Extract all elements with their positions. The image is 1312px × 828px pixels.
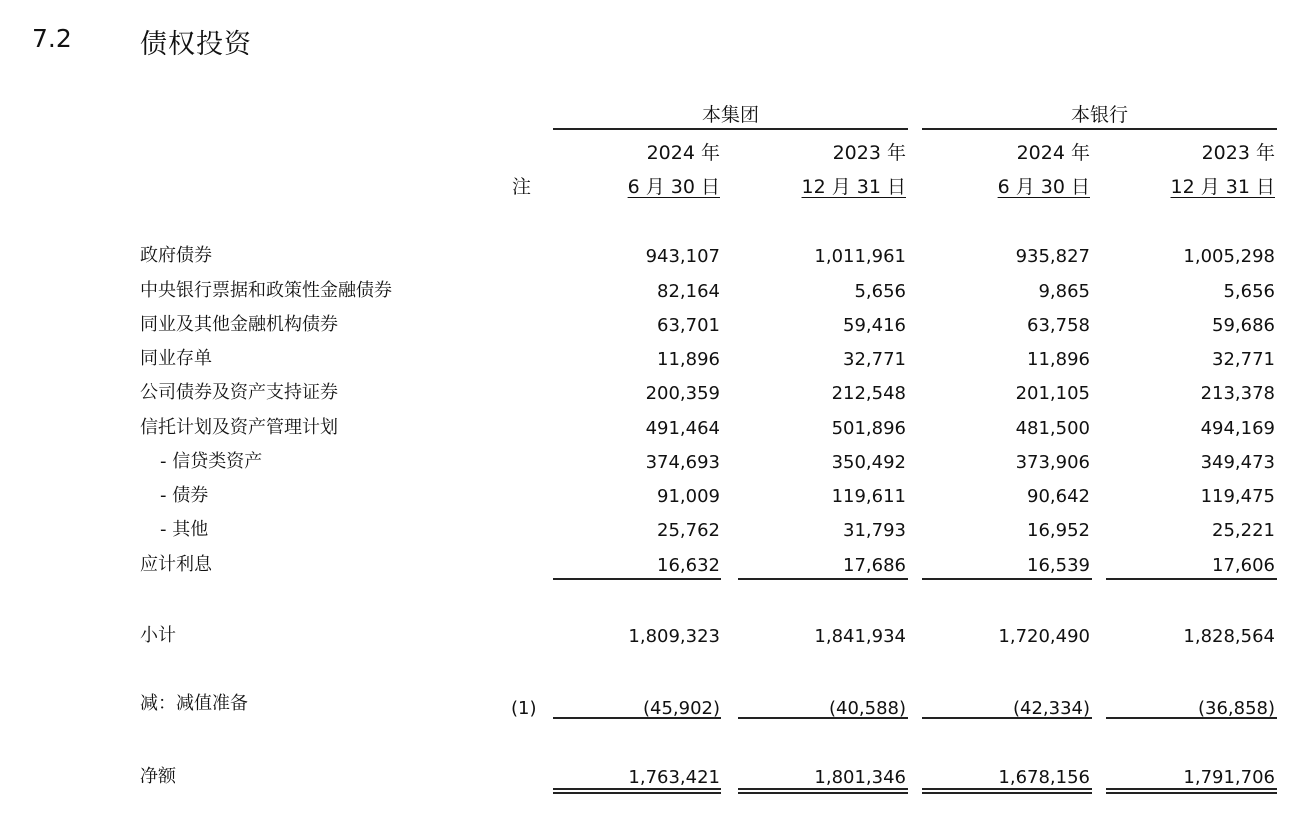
subtotal-label: 小计 (140, 625, 176, 646)
cell-value: 5,656 (1223, 281, 1275, 302)
allowance-note: (1) (511, 698, 537, 719)
year-header: 2024 年 (1016, 142, 1090, 164)
cell-value: 90,642 (1027, 486, 1090, 507)
note-column-header: 注 (512, 176, 532, 198)
cell-value: 481,500 (1015, 418, 1090, 439)
net-value: 1,801,346 (814, 767, 906, 788)
cell-value: 1,011,961 (814, 246, 906, 267)
section-number: 7.2 (32, 24, 72, 53)
cell-value: 349,473 (1200, 452, 1275, 473)
cell-value: 32,771 (843, 349, 906, 370)
allowance-rule (738, 717, 908, 719)
subtotal-value: 1,828,564 (1183, 626, 1275, 647)
cell-value: 200,359 (645, 383, 720, 404)
cell-value: 1,005,298 (1183, 246, 1275, 267)
cell-value: 63,701 (657, 315, 720, 336)
date-header: 12 月 31 日 (1170, 176, 1275, 198)
row-label: 应计利息 (140, 554, 212, 575)
total-rule (1106, 578, 1277, 580)
cell-value: 9,865 (1038, 281, 1090, 302)
cell-value: 16,539 (1027, 555, 1090, 576)
year-header: 2023 年 (1201, 142, 1275, 164)
net-double-rule (1106, 788, 1277, 790)
row-label: - 其他 (160, 519, 209, 540)
net-value: 1,791,706 (1183, 767, 1275, 788)
cell-value: 201,105 (1015, 383, 1090, 404)
cell-value: 25,762 (657, 520, 720, 541)
net-double-rule (553, 788, 721, 790)
cell-value: 119,611 (831, 486, 906, 507)
cell-value: 119,475 (1200, 486, 1275, 507)
subtotal-value: 1,720,490 (998, 626, 1090, 647)
date-header: 12 月 31 日 (801, 176, 906, 198)
cell-value: 82,164 (657, 281, 720, 302)
allowance-rule (553, 717, 721, 719)
net-value: 1,763,421 (628, 767, 720, 788)
cell-value: 25,221 (1212, 520, 1275, 541)
allowance-rule (922, 717, 1092, 719)
cell-value: 16,952 (1027, 520, 1090, 541)
section-title: 债权投资 (140, 29, 252, 60)
cell-value: 59,416 (843, 315, 906, 336)
cell-value: 491,464 (645, 418, 720, 439)
allowance-rule (1106, 717, 1277, 719)
row-label: - 债券 (160, 485, 209, 506)
group-underline-bank (922, 128, 1277, 130)
row-label: - 信贷类资产 (160, 451, 263, 472)
subtotal-value: 1,809,323 (628, 626, 720, 647)
allowance-value: (36,858) (1197, 698, 1275, 719)
cell-value: 17,606 (1212, 555, 1275, 576)
row-label: 同业及其他金融机构债券 (140, 314, 338, 335)
cell-value: 91,009 (657, 486, 720, 507)
cell-value: 213,378 (1200, 383, 1275, 404)
net-value: 1,678,156 (998, 767, 1090, 788)
net-double-rule (738, 788, 908, 790)
date-header: 6 月 30 日 (997, 176, 1090, 198)
group-header-bank: 本银行 (1070, 104, 1128, 126)
group-header-group: 本集团 (701, 104, 759, 126)
cell-value: 32,771 (1212, 349, 1275, 370)
cell-value: 935,827 (1015, 246, 1090, 267)
row-label: 公司债券及资产支持证券 (140, 382, 338, 403)
net-label: 净额 (140, 766, 176, 787)
cell-value: 11,896 (1027, 349, 1090, 370)
net-double-rule (1106, 792, 1277, 794)
total-rule (922, 578, 1092, 580)
allowance-value: (45,902) (642, 698, 720, 719)
row-label: 政府债券 (140, 245, 212, 266)
allowance-value: (42,334) (1012, 698, 1090, 719)
net-double-rule (922, 788, 1092, 790)
cell-value: 63,758 (1027, 315, 1090, 336)
net-double-rule (553, 792, 721, 794)
cell-value: 943,107 (645, 246, 720, 267)
allowance-value: (40,588) (828, 698, 906, 719)
net-double-rule (922, 792, 1092, 794)
year-header: 2024 年 (646, 142, 720, 164)
cell-value: 16,632 (657, 555, 720, 576)
row-label: 同业存单 (140, 348, 212, 369)
date-header: 6 月 30 日 (627, 176, 720, 198)
cell-value: 374,693 (645, 452, 720, 473)
cell-value: 5,656 (854, 281, 906, 302)
cell-value: 501,896 (831, 418, 906, 439)
cell-value: 212,548 (831, 383, 906, 404)
cell-value: 17,686 (843, 555, 906, 576)
cell-value: 494,169 (1200, 418, 1275, 439)
total-rule (553, 578, 721, 580)
cell-value: 11,896 (657, 349, 720, 370)
cell-value: 373,906 (1015, 452, 1090, 473)
total-rule (738, 578, 908, 580)
group-underline-group (553, 128, 908, 130)
net-double-rule (738, 792, 908, 794)
cell-value: 350,492 (831, 452, 906, 473)
cell-value: 59,686 (1212, 315, 1275, 336)
year-header: 2023 年 (832, 142, 906, 164)
cell-value: 31,793 (843, 520, 906, 541)
subtotal-value: 1,841,934 (814, 626, 906, 647)
allowance-label: 减：减值准备 (140, 693, 248, 714)
row-label: 中央银行票据和政策性金融债券 (140, 280, 392, 301)
row-label: 信托计划及资产管理计划 (140, 417, 338, 438)
